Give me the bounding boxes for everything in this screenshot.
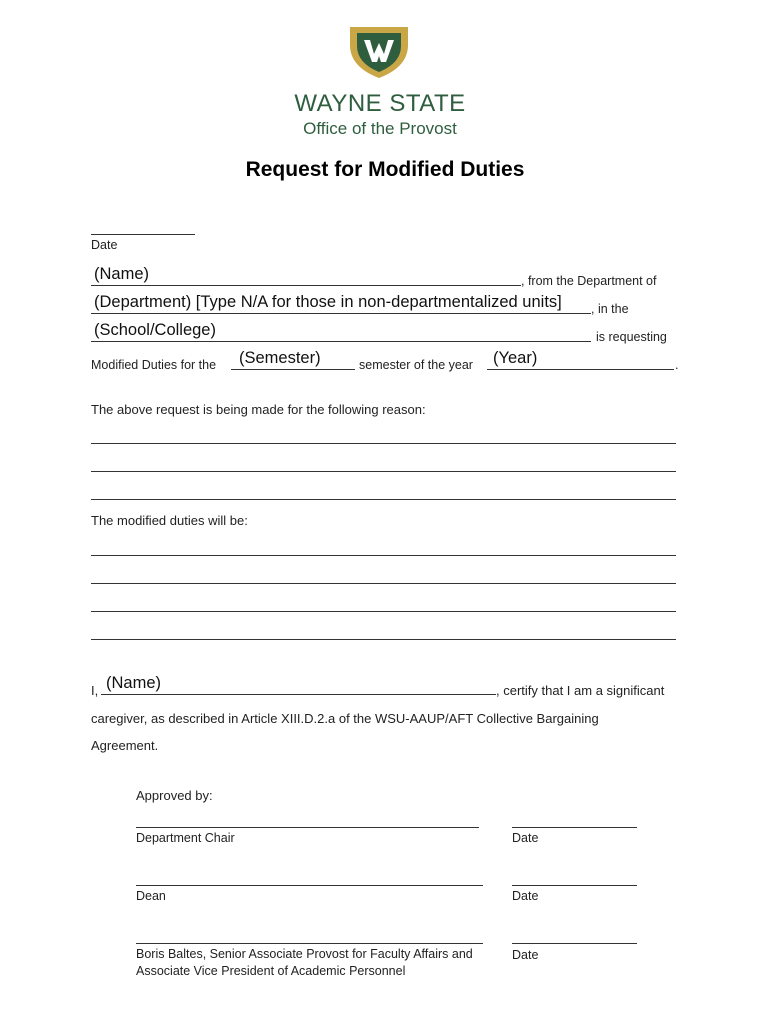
certify-line-2: caregiver, as described in Article XIII.D.2.a of the WSU-AAUP/AFT Collective Bargaining (91, 711, 599, 726)
form-title: Request for Modified Duties (245, 158, 525, 181)
reason-label: The above request is being made for the following reason: (91, 402, 426, 417)
certify-line-3: Agreement. (91, 738, 159, 753)
requesting-text: is requesting (596, 330, 667, 344)
duties-line[interactable] (91, 611, 676, 612)
certify-prefix: I, (91, 683, 99, 698)
semester-field[interactable]: (Semester) (239, 349, 321, 367)
provost-label-line-1: Boris Baltes, Senior Associate Provost for Faculty Affairs and (136, 947, 473, 961)
provost-date-line[interactable] (512, 943, 637, 944)
date-label: Date (91, 238, 118, 252)
department-field[interactable]: (Department) [Type N/A for those in non-departmentalized units] (94, 293, 562, 311)
reason-line[interactable] (91, 471, 676, 472)
semester-line (231, 369, 355, 370)
department-chair-date-line[interactable] (512, 827, 637, 828)
school-field[interactable]: (School/College) (94, 321, 216, 339)
certify-name-line (101, 694, 496, 695)
department-line (91, 313, 591, 314)
semester-of-year-text: semester of the year (359, 358, 473, 372)
wayne-state-logo (348, 23, 410, 79)
duties-label: The modified duties will be: (91, 513, 248, 528)
duties-line[interactable] (91, 639, 676, 640)
from-department-text: , from the Department of (521, 274, 657, 288)
reason-line[interactable] (91, 443, 676, 444)
duties-line[interactable] (91, 555, 676, 556)
provost-signature-line[interactable] (136, 943, 483, 944)
dean-signature-line[interactable] (136, 885, 483, 886)
name-field[interactable]: (Name) (94, 265, 150, 283)
provost-label-line-2: Associate Vice President of Academic Personnel (136, 964, 406, 978)
in-the-text: , in the (591, 302, 629, 316)
provost-date-label: Date (512, 948, 539, 962)
department-chair-label: Department Chair (136, 831, 235, 845)
dean-date-line[interactable] (512, 885, 637, 886)
department-chair-date-label: Date (512, 831, 539, 845)
name-line (91, 285, 521, 286)
reason-line[interactable] (91, 499, 676, 500)
office-name: Office of the Provost (303, 119, 457, 138)
university-name: WAYNE STATE (294, 90, 466, 117)
certify-suffix: , certify that I am a significant (496, 683, 665, 698)
dean-label: Dean (136, 889, 166, 903)
department-chair-signature-line[interactable] (136, 827, 479, 828)
approved-by-label: Approved by: (136, 788, 213, 803)
year-field[interactable]: (Year) (493, 349, 538, 367)
dean-date-label: Date (512, 889, 539, 903)
date-line[interactable] (91, 234, 195, 235)
period: . (675, 358, 679, 372)
certify-name-field[interactable]: (Name) (106, 674, 162, 692)
duties-line[interactable] (91, 583, 676, 584)
modified-duties-for-text: Modified Duties for the (91, 358, 217, 372)
year-line (487, 369, 674, 370)
school-line (91, 341, 591, 342)
